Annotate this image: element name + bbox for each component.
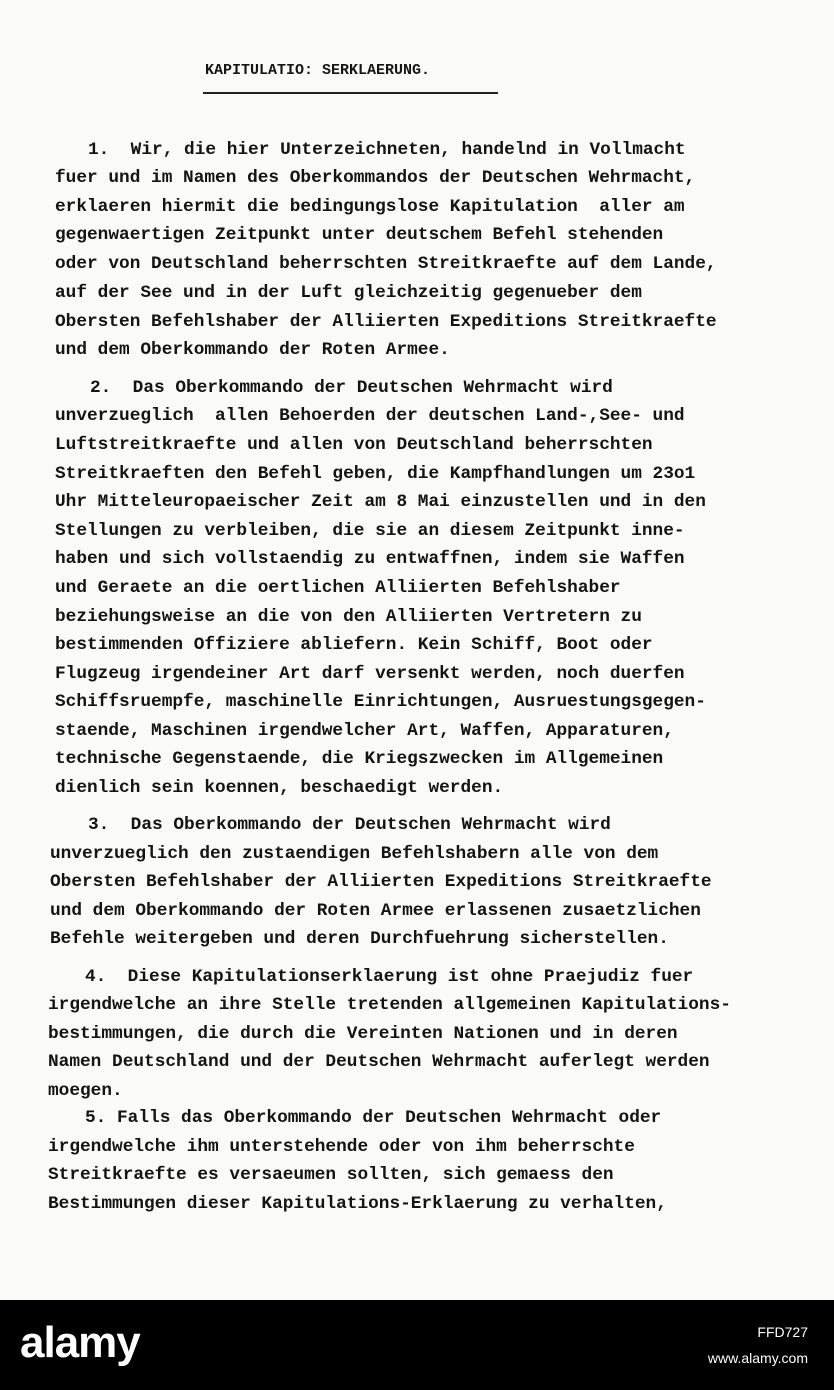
text-line: 2. Das Oberkommando der Deutschen Wehrmacht wird [90,378,613,398]
site-url: www.alamy.com [707,1350,808,1366]
text-line: 3. Das Oberkommando der Deutschen Wehrmacht wird [88,815,611,835]
text-line: und dem Oberkommando der Roten Armee erlassenen zusaetzlichen [50,901,701,921]
text-line: Flugzeug irgendeiner Art darf versenkt werden, noch duerfen [55,664,685,684]
alamy-logo: alamy [20,1318,140,1367]
text-line: Stellungen zu verbleiben, die sie an diesem Zeitpunkt inne- [55,521,685,541]
stock-watermark-bar [0,1300,834,1390]
text-line: Uhr Mitteleuropaeischer Zeit am 8 Mai einzustellen und in den [55,492,706,512]
text-line: Luftstreitkraefte und allen von Deutschland beherrschten [55,435,653,455]
text-line: 4. Diese Kapitulationserklaerung ist ohne Praejudiz fuer [85,967,694,987]
text-line: 1. Wir, die hier Unterzeichneten, handelnd in Vollmacht [88,140,686,160]
text-line: Namen Deutschland und der Deutschen Wehrmacht auferlegt werden [48,1052,710,1072]
text-line: bestimmenden Offiziere abliefern. Kein Schiff, Boot oder [55,635,653,655]
text-line: irgendwelche an ihre Stelle tretenden allgemeinen Kapitulations- [48,995,731,1015]
text-line: Streitkraefte es versaeumen sollten, sich gemaess den [48,1165,614,1185]
text-line: bestimmungen, die durch die Vereinten Nationen und in deren [48,1024,678,1044]
text-line: Obersten Befehlshaber der Alliierten Expeditions Streitkraefte [55,312,717,332]
text-line: irgendwelche ihm unterstehende oder von ihm beherrschte [48,1137,635,1157]
text-line: erklaeren hiermit die bedingungslose Kapitulation aller am [55,197,685,217]
text-line: 5. Falls das Oberkommando der Deutschen Wehrmacht oder [85,1108,662,1128]
text-line: unverzueglich den zustaendigen Befehlshabern alle von dem [50,844,659,864]
text-line: oder von Deutschland beherrschten Streitkraefte auf dem Lande, [55,254,717,274]
image-id: FFD727 [757,1324,808,1340]
text-line: Befehle weitergeben und deren Durchfuehrung sicherstellen. [50,929,669,949]
text-line: dienlich sein koennen, beschaedigt werden. [55,778,504,798]
text-line: und dem Oberkommando der Roten Armee. [55,340,450,360]
text-line: moegen. [48,1081,123,1101]
text-line: haben und sich vollstaendig zu entwaffnen, indem sie Waffen [55,549,685,569]
text-line: fuer und im Namen des Oberkommandos der Deutschen Wehrmacht, [55,168,696,188]
title-underline [203,92,498,94]
text-line: Streitkraeften den Befehl geben, die Kampfhandlungen um 23o1 [55,464,696,484]
text-line: unverzueglich allen Behoerden der deutschen Land-,See- und [55,406,685,426]
text-line: Schiffsruempfe, maschinelle Einrichtungen, Ausruestungsgegen- [55,692,706,712]
text-line: und Geraete an die oertlichen Alliierten Befehlshaber [55,578,621,598]
text-line: Obersten Befehlshaber der Alliierten Expeditions Streitkraefte [50,872,712,892]
text-line: Bestimmungen dieser Kapitulations-Erklaerung zu verhalten, [48,1194,667,1214]
text-line: technische Gegenstaende, die Kriegszwecken im Allgemeinen [55,749,664,769]
text-line: beziehungsweise an die von den Alliierten Vertretern zu [55,607,642,627]
text-line: gegenwaertigen Zeitpunkt unter deutschem Befehl stehenden [55,225,664,245]
document-title: KAPITULATIO: SERKLAERUNG. [205,62,431,79]
text-line: staende, Maschinen irgendwelcher Art, Waffen, Apparaturen, [55,721,674,741]
text-line: auf der See und in der Luft gleichzeitig gegenueber dem [55,283,642,303]
